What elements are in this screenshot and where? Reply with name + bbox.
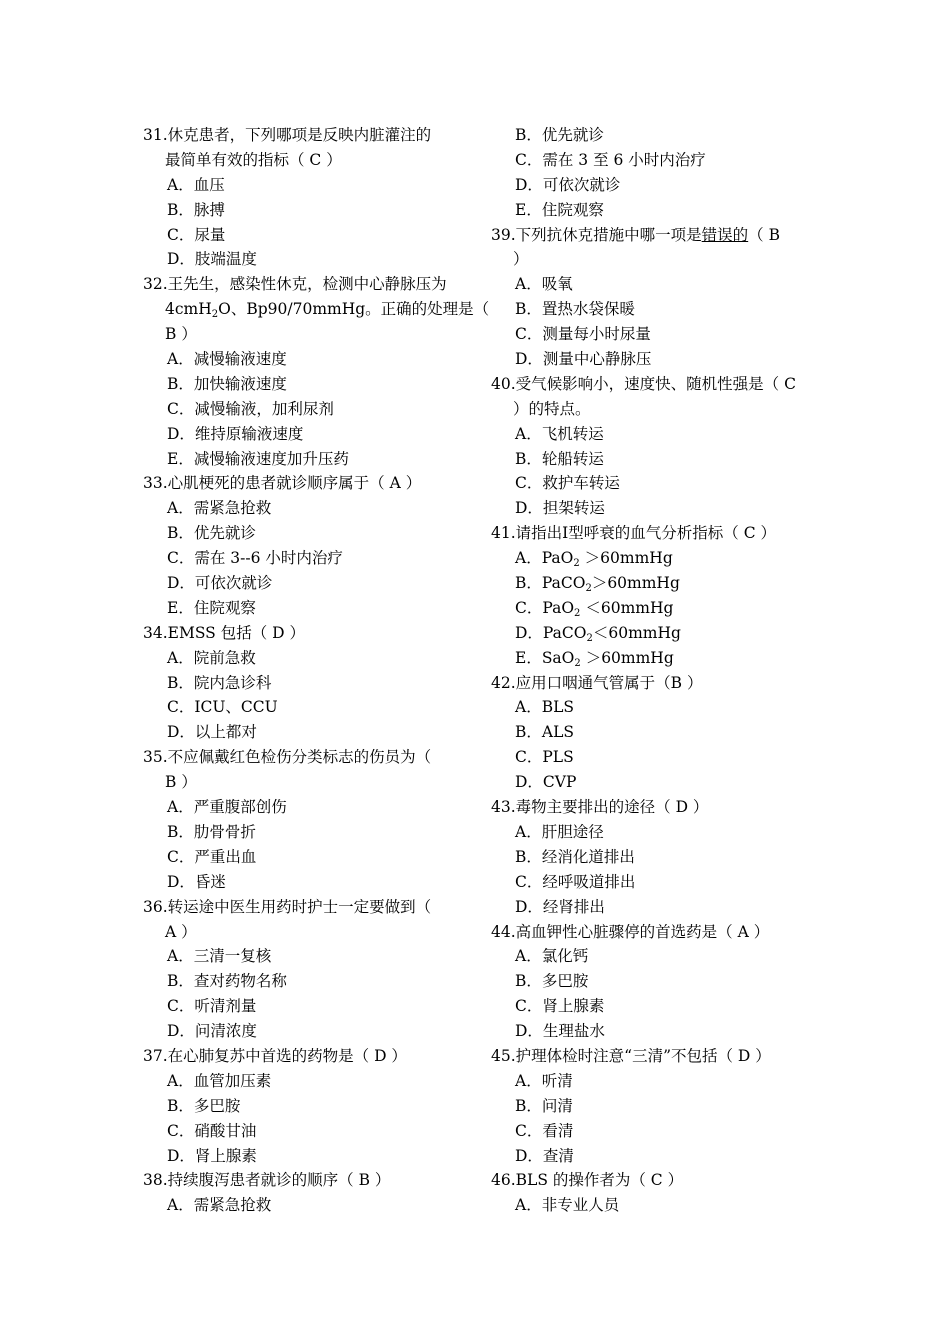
answer-option: B．脉搏 <box>167 200 225 219</box>
answer-option: D．维持原输液速度 <box>167 424 304 443</box>
answer-option: A．院前急救 <box>167 648 256 667</box>
answer-option: A．BLS <box>515 698 574 717</box>
question-continuation: B ） <box>165 325 197 344</box>
answer-option: B．经消化道排出 <box>515 847 635 866</box>
answer-option: A．血压 <box>167 175 225 194</box>
answer-option: C．减慢输液，加利尿剂 <box>167 399 334 418</box>
question-continuation: 4cmH$_2$O、Bp90/70mmHg。正确的处理是（ <box>165 300 490 321</box>
answer-option: B．PaCO$_2$＞60mmHg <box>515 574 680 595</box>
answer-option: B．轮船转运 <box>515 449 604 468</box>
answer-option: C．硝酸甘油 <box>167 1121 257 1140</box>
answer-option: A．氯化钙 <box>515 947 589 966</box>
answer-option: C．尿量 <box>167 225 226 244</box>
question-continuation: 最简单有效的指标（ C ） <box>165 150 342 169</box>
answer-option: E．SaO$_2$ ＞60mmHg <box>515 648 674 669</box>
answer-option: C．测量每小时尿量 <box>515 325 651 344</box>
right-column <box>491 123 813 1218</box>
question-continuation: B ） <box>165 773 197 792</box>
answer-option: D．担架转运 <box>515 499 605 518</box>
answer-option: A．肝胆途径 <box>515 822 604 841</box>
question-line: 46.BLS 的操作者为（ C ） <box>491 1171 684 1190</box>
answer-option: E．减慢输液速度加升压药 <box>167 449 349 468</box>
question-continuation: ）的特点。 <box>513 399 591 418</box>
answer-option: A．严重腹部创伤 <box>167 798 287 817</box>
answer-option: D．测量中心静脉压 <box>515 350 652 369</box>
answer-option: D．CVP <box>515 773 577 792</box>
left-column <box>143 123 490 1218</box>
answer-option: A．需紧急抢救 <box>167 1196 272 1215</box>
answer-option: C．ICU、CCU <box>167 698 278 717</box>
question-line: 39.下列抗休克措施中哪一项是错误的（ B <box>491 225 780 244</box>
question-line: 43.毒物主要排出的途径（ D ） <box>491 798 709 817</box>
answer-option: E．住院观察 <box>167 598 256 617</box>
answer-option: C．PaO$_2$ ＜60mmHg <box>515 598 674 619</box>
answer-option: C．听清剂量 <box>167 997 257 1016</box>
answer-option: A．血管加压素 <box>167 1071 272 1090</box>
question-continuation: A ） <box>165 922 197 941</box>
answer-option: C．经呼吸道排出 <box>515 872 636 891</box>
answer-option: B．多巴胺 <box>167 1096 241 1115</box>
answer-option: B．置热水袋保暖 <box>515 300 635 319</box>
answer-option: B．问清 <box>515 1096 573 1115</box>
answer-option: A．飞机转运 <box>515 424 604 443</box>
answer-option: D．生理盐水 <box>515 1022 605 1041</box>
question-line: 44.高血钾性心脏骤停的首选药是（ A ） <box>491 922 770 941</box>
answer-option: B．院内急诊科 <box>167 673 272 692</box>
question-line: 42.应用口咽通气管属于（B ） <box>491 673 703 692</box>
question-line: 41.请指出Ⅰ型呼衰的血气分析指标（ C ） <box>491 524 776 543</box>
answer-option: B．肋骨骨折 <box>167 822 256 841</box>
question-line: 45.护理体检时注意“三清”不包括（ D ） <box>491 1046 771 1065</box>
answer-option: B．ALS <box>515 723 574 742</box>
answer-option: A．三清一复核 <box>167 947 272 966</box>
question-continuation: ） <box>513 250 529 269</box>
question-line: 36.转运途中医生用药时护士一定要做到（ <box>143 897 432 916</box>
answer-option: C．PLS <box>515 748 574 767</box>
answer-option: B．加快输液速度 <box>167 374 287 393</box>
answer-option: B．查对药物名称 <box>167 972 287 991</box>
answer-option: B．多巴胺 <box>515 972 589 991</box>
answer-option: D．昏迷 <box>167 872 226 891</box>
answer-option: D．肢端温度 <box>167 250 257 269</box>
answer-option: B．优先就诊 <box>515 126 604 144</box>
answer-option: C．救护车转运 <box>515 474 620 493</box>
answer-option: D．可依次就诊 <box>167 574 273 593</box>
answer-option: D．可依次就诊 <box>515 175 621 194</box>
answer-option: B．优先就诊 <box>167 524 256 543</box>
answer-option: A．非专业人员 <box>515 1196 620 1215</box>
question-line: 34.EMSS 包括（ D ） <box>143 623 306 642</box>
answer-option: C．看清 <box>515 1121 574 1140</box>
answer-option: D．问清浓度 <box>167 1022 257 1041</box>
question-line: 38.持续腹泻患者就诊的顺序（ B ） <box>143 1171 391 1190</box>
answer-option: C．肾上腺素 <box>515 997 605 1016</box>
answer-option: C．需在 3 至 6 小时内治疗 <box>515 150 706 169</box>
answer-option: A．需紧急抢救 <box>167 499 272 518</box>
answer-option: A．PaO$_2$ ＞60mmHg <box>515 549 673 570</box>
question-line: 32.王先生，感染性休克，检测中心静脉压为 <box>143 275 447 294</box>
answer-option: D．PaCO$_2$＜60mmHg <box>515 623 681 644</box>
answer-option: C．严重出血 <box>167 847 257 866</box>
question-line: 37.在心肺复苏中首选的药物是（ D ） <box>143 1046 407 1065</box>
answer-option: C．需在 3--6 小时内治疗 <box>167 549 343 568</box>
question-line: 31.休克患者，下列哪项是反映内脏灌注的 <box>143 126 432 144</box>
answer-option: A．吸氧 <box>515 275 573 294</box>
answer-option: D．经肾排出 <box>515 897 605 916</box>
answer-option: D．查清 <box>515 1146 574 1165</box>
answer-option: E．住院观察 <box>515 200 604 219</box>
question-line: 33.心肌梗死的患者就诊顺序属于（ A ） <box>143 474 422 493</box>
question-line: 40.受气候影响小，速度快、随机性强是（ C <box>491 374 796 393</box>
answer-option: A．听清 <box>515 1071 573 1090</box>
answer-option: A．减慢输液速度 <box>167 350 287 369</box>
question-line: 35.不应佩戴红色检伤分类标志的伤员为（ <box>143 748 432 767</box>
answer-option: D．以上都对 <box>167 723 257 742</box>
answer-option: D．肾上腺素 <box>167 1146 257 1165</box>
